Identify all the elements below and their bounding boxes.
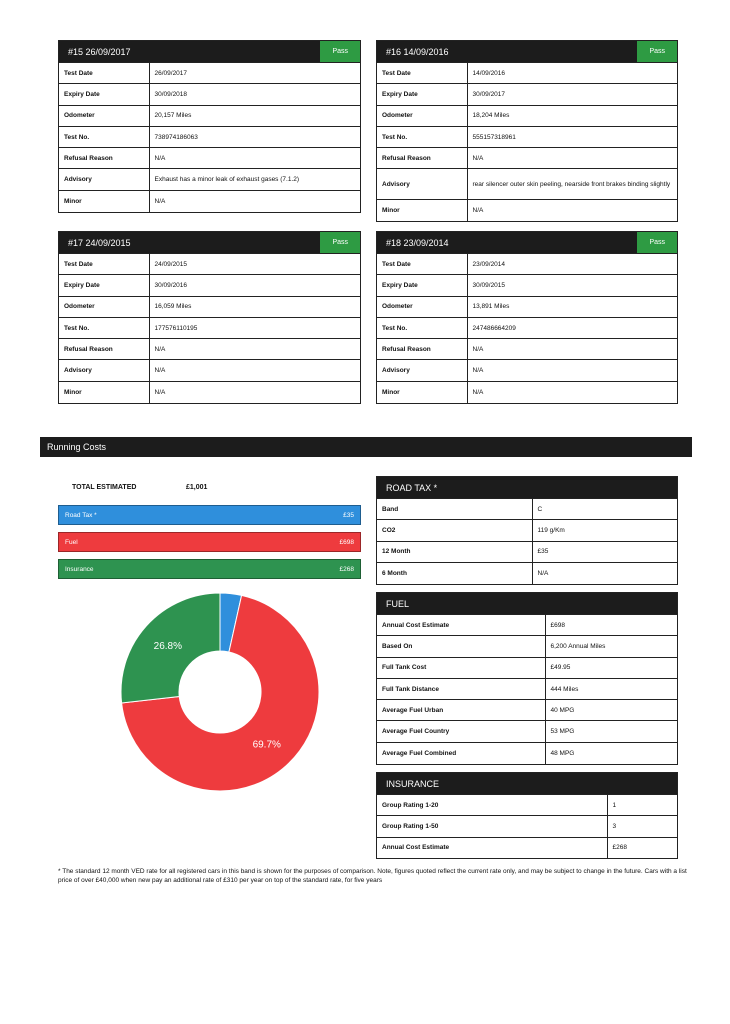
row-label: Average Fuel Urban (377, 700, 545, 721)
row-value: C (532, 499, 677, 520)
mot-details-table (377, 62, 677, 221)
row-value: 26/09/2017 (149, 63, 360, 84)
mot-details-table (377, 253, 677, 403)
road-tax-table (377, 498, 677, 584)
row-label: Odometer (377, 296, 467, 317)
cost-bar-label: Road Tax * (65, 511, 97, 519)
row-label: Odometer (377, 105, 467, 126)
row-label: CO2 (377, 520, 532, 541)
row-value: 738974186063 (149, 126, 360, 147)
mot-card-17 (58, 231, 361, 404)
mot-card-header (377, 41, 677, 62)
row-label: Test No. (377, 317, 467, 338)
donut-data-label: 69.7% (252, 739, 281, 751)
row-label: Minor (377, 200, 467, 221)
mot-card-18 (376, 231, 678, 404)
row-value: rear silencer outer skin peeling, nearside front brakes binding slightly (467, 169, 677, 200)
row-label: Expiry Date (377, 275, 467, 296)
row-value: 20,157 Miles (149, 105, 360, 126)
row-label: Band (377, 499, 532, 520)
fuel-cost-bar (58, 532, 361, 552)
cost-bar-value: £268 (339, 565, 354, 573)
fuel-card (376, 592, 678, 765)
row-value: £49.95 (545, 657, 677, 678)
row-label: 12 Month (377, 541, 532, 562)
mot-card-header (377, 232, 677, 253)
donut-svg (120, 592, 320, 792)
mot-card-title: #16 14/09/2016 (386, 46, 449, 57)
fuel-table (377, 614, 677, 764)
row-label: Test Date (377, 254, 467, 275)
road-tax-card (376, 476, 678, 585)
row-value: 13,891 Miles (467, 296, 677, 317)
row-value: 444 Miles (545, 678, 677, 699)
row-label: Expiry Date (59, 275, 149, 296)
row-value: 23/09/2014 (467, 254, 677, 275)
row-value: 16,059 Miles (149, 296, 360, 317)
row-value: 30/09/2018 (149, 84, 360, 105)
insurance-cost-bar (58, 559, 361, 579)
row-value: N/A (467, 339, 677, 360)
row-label: Expiry Date (377, 84, 467, 105)
mot-card-header (59, 232, 360, 253)
row-value: 40 MPG (545, 700, 677, 721)
row-value: 30/09/2017 (467, 84, 677, 105)
row-label: Refusal Reason (377, 339, 467, 360)
row-label: Based On (377, 636, 545, 657)
insurance-card (376, 772, 678, 859)
mot-card-title: #17 24/09/2015 (68, 237, 131, 248)
pass-badge: Pass (320, 232, 360, 253)
row-value: N/A (149, 339, 360, 360)
row-value: 555157318961 (467, 126, 677, 147)
cost-bar-label: Fuel (65, 538, 78, 546)
row-value: 119 g/Km (532, 520, 677, 541)
mot-card-title: #15 26/09/2017 (68, 46, 131, 57)
row-value: 18,204 Miles (467, 105, 677, 126)
row-value: N/A (149, 148, 360, 169)
mot-card-15 (58, 40, 361, 213)
row-label: Test Date (377, 63, 467, 84)
cost-bar-value: £698 (339, 538, 354, 546)
pass-badge: Pass (320, 41, 360, 62)
row-label: Full Tank Cost (377, 657, 545, 678)
row-label: Minor (59, 381, 149, 402)
row-label: Refusal Reason (59, 148, 149, 169)
row-label: Annual Cost Estimate (377, 837, 607, 858)
row-label: Advisory (377, 360, 467, 381)
row-label: Refusal Reason (377, 148, 467, 169)
row-label: Advisory (59, 360, 149, 381)
row-value: N/A (532, 562, 677, 583)
row-label: Annual Cost Estimate (377, 615, 545, 636)
row-value: N/A (467, 360, 677, 381)
mot-card-header (59, 41, 360, 62)
mot-card-title: #18 23/09/2014 (386, 237, 449, 248)
row-label: Minor (59, 190, 149, 211)
row-value: £35 (532, 541, 677, 562)
section-title: Running Costs (47, 442, 107, 452)
row-value: Exhaust has a minor leak of exhaust gases (7.1.2) (149, 169, 360, 190)
row-label: Test Date (59, 63, 149, 84)
row-label: Test No. (377, 126, 467, 147)
row-label: Minor (377, 381, 467, 402)
row-label: Odometer (59, 296, 149, 317)
pass-badge: Pass (637, 41, 677, 62)
row-value: 24/09/2015 (149, 254, 360, 275)
total-estimated-label: TOTAL ESTIMATED (72, 484, 137, 491)
row-value: 14/09/2016 (467, 63, 677, 84)
row-label: Expiry Date (59, 84, 149, 105)
insurance-title: INSURANCE (386, 778, 440, 789)
row-value: 3 (607, 816, 677, 837)
row-label: Test No. (59, 126, 149, 147)
row-value: N/A (149, 381, 360, 402)
row-label: Test Date (59, 254, 149, 275)
row-value: 247486664209 (467, 317, 677, 338)
row-value: 30/09/2015 (467, 275, 677, 296)
running-costs-header (40, 437, 692, 457)
row-label: Group Rating 1-50 (377, 816, 607, 837)
row-value: N/A (467, 381, 677, 402)
donut-data-label: 26.8% (153, 640, 183, 652)
road-tax-cost-bar (58, 505, 361, 525)
row-label: Average Fuel Country (377, 721, 545, 742)
row-label: Test No. (59, 317, 149, 338)
row-value: 6,200 Annual Miles (545, 636, 677, 657)
cost-bar-value: £35 (343, 511, 354, 519)
road-tax-header (377, 477, 677, 498)
footnote: * The standard 12 month VED rate for all registered cars in this band is shown for the purposes of comparison. Note, figures quoted reflect the current rate only, and may be subject to change in the future. Cars with a list price of over £40,000 when new pay an additional rate of £310 per year on top of the standard rate, for five years (58, 868, 687, 885)
row-value: 48 MPG (545, 742, 677, 763)
row-label: Group Rating 1-20 (377, 795, 607, 816)
row-value: 30/09/2016 (149, 275, 360, 296)
row-label: Odometer (59, 105, 149, 126)
row-label: Full Tank Distance (377, 678, 545, 699)
insurance-table (377, 794, 677, 858)
insurance-header (377, 773, 677, 794)
mot-details-table (59, 62, 360, 212)
row-value: N/A (467, 148, 677, 169)
fuel-header (377, 593, 677, 614)
row-label: Advisory (377, 169, 467, 200)
road-tax-title: ROAD TAX * (386, 482, 438, 493)
row-value: £698 (545, 615, 677, 636)
row-value: N/A (149, 190, 360, 211)
row-label: 6 Month (377, 562, 532, 583)
row-value: N/A (149, 360, 360, 381)
total-estimated-value: £1,001 (186, 484, 208, 491)
row-value: 53 MPG (545, 721, 677, 742)
row-label: Average Fuel Combined (377, 742, 545, 763)
row-value: £268 (607, 837, 677, 858)
mot-details-table (59, 253, 360, 403)
row-value: 177576110195 (149, 317, 360, 338)
fuel-title: FUEL (386, 598, 410, 609)
pass-badge: Pass (637, 232, 677, 253)
running-costs-donut-chart (120, 592, 320, 792)
row-value: N/A (467, 200, 677, 221)
cost-bar-label: Insurance (65, 565, 94, 573)
row-label: Refusal Reason (59, 339, 149, 360)
row-value: 1 (607, 795, 677, 816)
row-label: Advisory (59, 169, 149, 190)
mot-card-16 (376, 40, 678, 222)
